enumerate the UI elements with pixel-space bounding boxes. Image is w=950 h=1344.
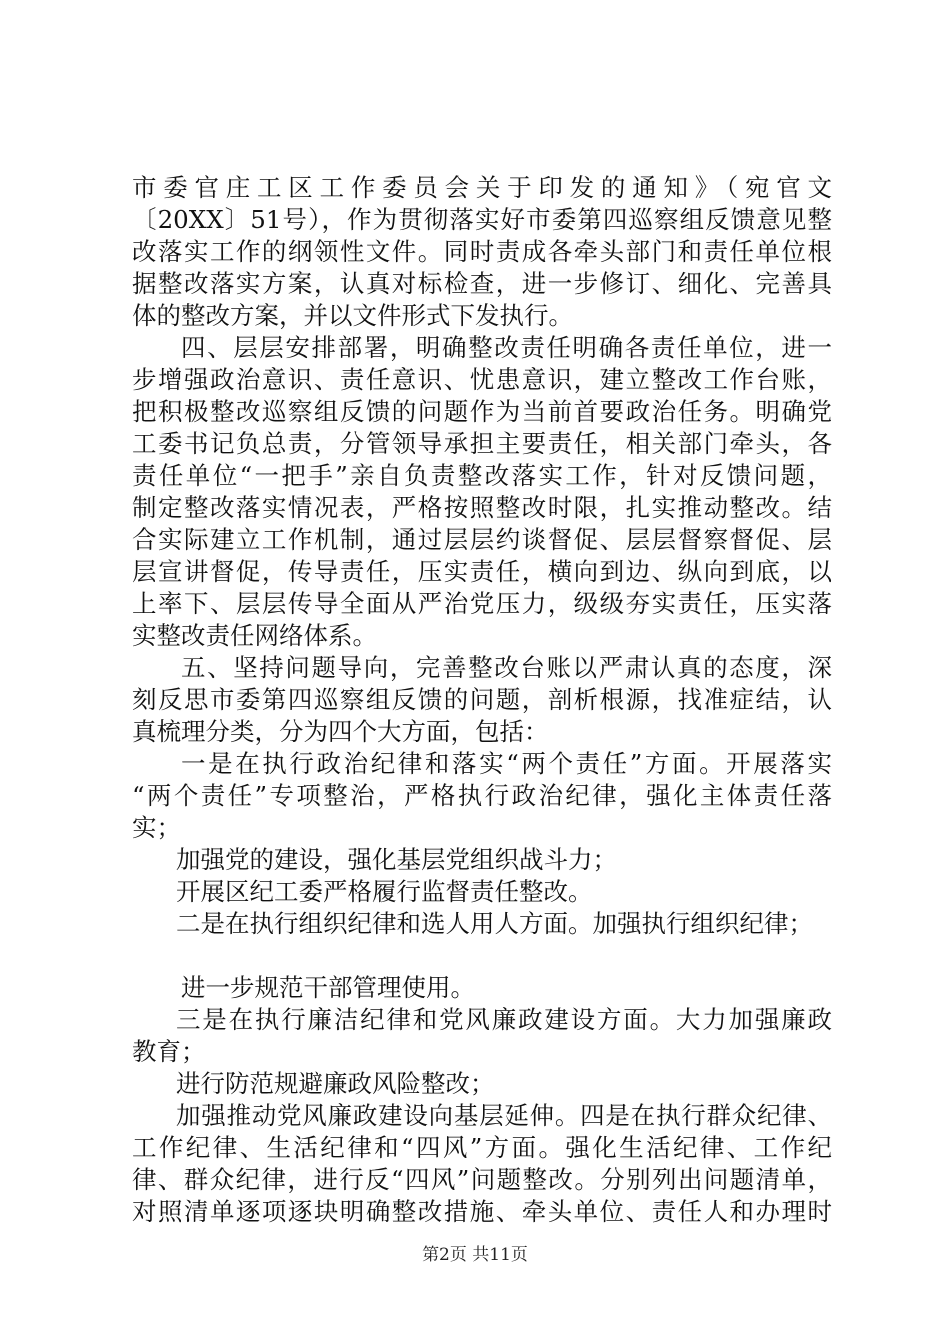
text-line: 合实际建立工作机制，通过层层约谈督促、层层督察督促、层 [132,525,832,554]
text-line: 对照清单逐项逐块明确整改措施、牵头单位、责任人和办理时 [132,1197,832,1226]
document-body [132,172,832,1228]
text-line: 实； [132,813,181,842]
text-line: 制定整改落实情况表，严格按照整改时限，扎实推动整改。结 [132,493,832,522]
page-number-footer: 第2页 共11页 [422,1245,528,1265]
text-line: 上率下、层层传导全面从严治党压力，级级夯实责任，压实落 [132,589,832,618]
text-line: 据整改落实方案，认真对标检查，进一步修订、细化、完善具 [132,269,832,298]
text-line: 市委官庄工区工作委员会关于印发的通知》（宛官文 [132,173,832,202]
text-line: 层宣讲督促，传导责任，压实责任，横向到边、纵向到底，以 [132,557,832,586]
paragraph-start-line: 进行防范规避廉政风险整改； [176,1069,495,1098]
paragraph-start-line: 加强党的建设，强化基层党组织战斗力； [176,845,617,874]
paragraph-start-line: 一是在执行政治纪律和落实“两个责任”方面。开展落实 [181,749,832,778]
text-line: 责任单位“一把手”亲自负责整改落实工作，针对反馈问题， [132,461,832,490]
paragraph-start-line: 进一步规范干部管理使用。 [181,973,475,1002]
text-line: 教育； [132,1037,206,1066]
text-line: 实整改责任网络体系。 [132,621,377,650]
text-line: 改落实工作的纲领性文件。同时责成各牵头部门和责任单位根 [132,237,832,266]
text-line: “两个责任”专项整治，严格执行政治纪律，强化主体责任落 [132,781,832,810]
paragraph-start-line: 开展区纪工委严格履行监督责任整改。 [176,877,593,906]
text-line: 工委书记负总责，分管领导承担主要责任，相关部门牵头，各 [132,429,832,458]
text-line: 〔20XX〕51号），作为贯彻落实好市委第四巡察组反馈意见整 [132,205,832,234]
text-line: 真梳理分类，分为四个大方面，包括： [132,717,549,746]
paragraph-start-line: 加强推动党风廉政建设向基层延伸。四是在执行群众纪律、 [176,1101,832,1130]
paragraph-start-line: 二是在执行组织纪律和选人用人方面。加强执行组织纪律； [176,909,813,938]
text-line: 律、群众纪律，进行反“四风”问题整改。分别列出问题清单， [132,1165,832,1194]
text-line: 刻反思市委第四巡察组反馈的问题，剖析根源，找准症结，认 [132,685,832,714]
paragraph-start-line: 五、坚持问题导向，完善整改台账以严肃认真的态度，深 [181,653,832,682]
blank-line [132,940,832,972]
text-line: 工作纪律、生活纪律和“四风”方面。强化生活纪律、工作纪 [132,1133,832,1162]
text-line: 体的整改方案，并以文件形式下发执行。 [132,301,573,330]
text-line: 步增强政治意识、责任意识、忧患意识，建立整改工作台账， [132,365,832,394]
paragraph-start-line: 三是在执行廉洁纪律和党风廉政建设方面。大力加强廉政 [176,1005,832,1034]
paragraph-start-line: 四、层层安排部署，明确整改责任明确各责任单位，进一 [181,333,832,362]
text-line: 把积极整改巡察组反馈的问题作为当前首要政治任务。明确党 [132,397,832,426]
